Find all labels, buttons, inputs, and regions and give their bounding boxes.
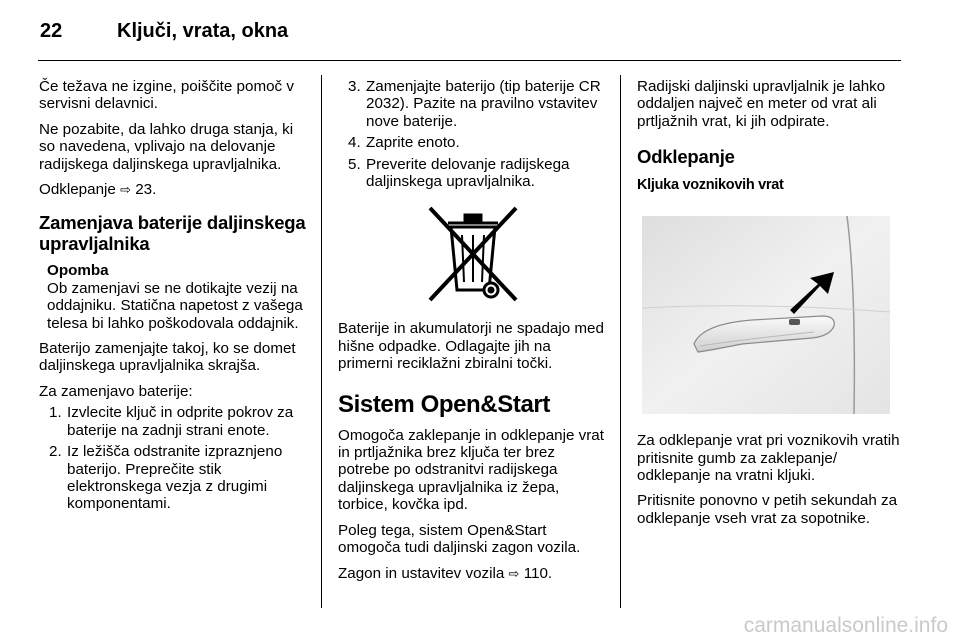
column-3 [637, 78, 907, 535]
step-number: 1. [49, 404, 62, 422]
paragraph: Baterije in akumulatorji ne spadajo med hišne odpadke. Odlagajte jih na primerni reciklažni zbiralni točki. [338, 320, 604, 373]
step-number: 4. [348, 134, 361, 152]
xref-page-link[interactable]: 23. [135, 181, 157, 199]
cross-reference [39, 181, 307, 198]
list-item [39, 443, 307, 513]
step-number: 3. [348, 78, 361, 95]
list-item [39, 404, 307, 439]
page-number: 22 [40, 20, 63, 42]
section-heading: Odklepanje [637, 146, 735, 168]
column-2 [338, 78, 606, 590]
paragraph: Pritisnite ponovno v petih sekundah za odklepanje vseh vrat za sopotnike. [637, 492, 898, 527]
sub-heading: Kljuka voznikovih vrat [637, 177, 784, 194]
note-title: Opomba [47, 262, 109, 280]
paragraph: Baterijo zamenjajte takoj, ko se domet daljinskega upravljalnika skrajša. [39, 340, 296, 375]
step-text: Preverite delovanje radijskega daljinskega upravljalnika. [366, 155, 570, 191]
xref-label: Zagon in ustavitev vozila [338, 564, 505, 582]
step-text: Zamenjajte baterijo (tip baterije CR 2032). Pazite na pravilno vstavitev nove baterije. [366, 78, 601, 130]
paragraph: Poleg tega, sistem Open&Start omogoča tudi daljinski zagon vozila. [338, 521, 581, 557]
note-text: Ob zamenjavi se ne dotikajte vezij na oddajniku. Statična napetost z vašega telesa bi lahko poškodovala oddajnik. [47, 279, 303, 332]
step-text: Zaprite enoto. [366, 134, 460, 152]
page-header [0, 0, 960, 60]
door-handle-photo [642, 216, 890, 414]
page-title: Ključi, vrata, okna [117, 20, 289, 42]
crossed-out-bin-icon [418, 202, 526, 306]
paragraph: Omogoča zaklepanje in odklepanje vrat in prtljažnika brez ključa ter brez potrebe po odstranitvi radijskega daljinskega upravljalnika iz žepa, torbice, kovčka ipd. [338, 426, 604, 514]
cross-reference [338, 565, 606, 582]
section-heading: Zamenjava baterije daljinskega upravljalnika [39, 212, 306, 255]
watermark: carmanualsonline.info [743, 614, 948, 637]
step-text: Iz ležišča odstranite izpraznjeno baterijo. Preprečite stik elektronskega vezja z drugimi komponentami. [67, 443, 283, 513]
list-item [338, 78, 606, 130]
column-divider-2 [620, 75, 621, 608]
arrow-icon: ⇨ [120, 182, 131, 198]
arrow-icon: ⇨ [508, 565, 520, 581]
paragraph: Radijski daljinski upravljalnik je lahko oddaljen največ en meter od vrat ali prtljažnih vrat, ki jih odpirate. [637, 78, 886, 130]
note-box [47, 262, 307, 332]
column-divider-1 [321, 75, 322, 608]
steps-list [338, 78, 606, 190]
paragraph: Za zamenjavo baterije: [39, 382, 193, 400]
paragraph: Če težava ne izgine, poiščite pomoč v servisni delavnici. [39, 78, 294, 113]
list-item [338, 156, 606, 191]
list-item [338, 134, 606, 151]
xref-label: Odklepanje [39, 181, 116, 199]
step-number: 5. [348, 155, 361, 173]
steps-list [39, 404, 307, 512]
xref-page-link[interactable]: 110. [523, 564, 553, 582]
section-heading: Sistem Open&Start [338, 390, 550, 418]
column-1 [39, 78, 307, 521]
header-divider [38, 60, 901, 61]
paragraph: Za odklepanje vrat pri voznikovih vratih pritisnite gumb za zaklepanje/ odklepanje na vratni kljuki. [637, 432, 900, 485]
step-number: 2. [49, 443, 62, 461]
paragraph: Ne pozabite, da lahko druga stanja, ki so navedena, vplivajo na delovanje radijskega daljinskega upravljalnika. [39, 120, 294, 173]
step-text: Izvlecite ključ in odprite pokrov za baterije na zadnji strani enote. [67, 404, 294, 439]
